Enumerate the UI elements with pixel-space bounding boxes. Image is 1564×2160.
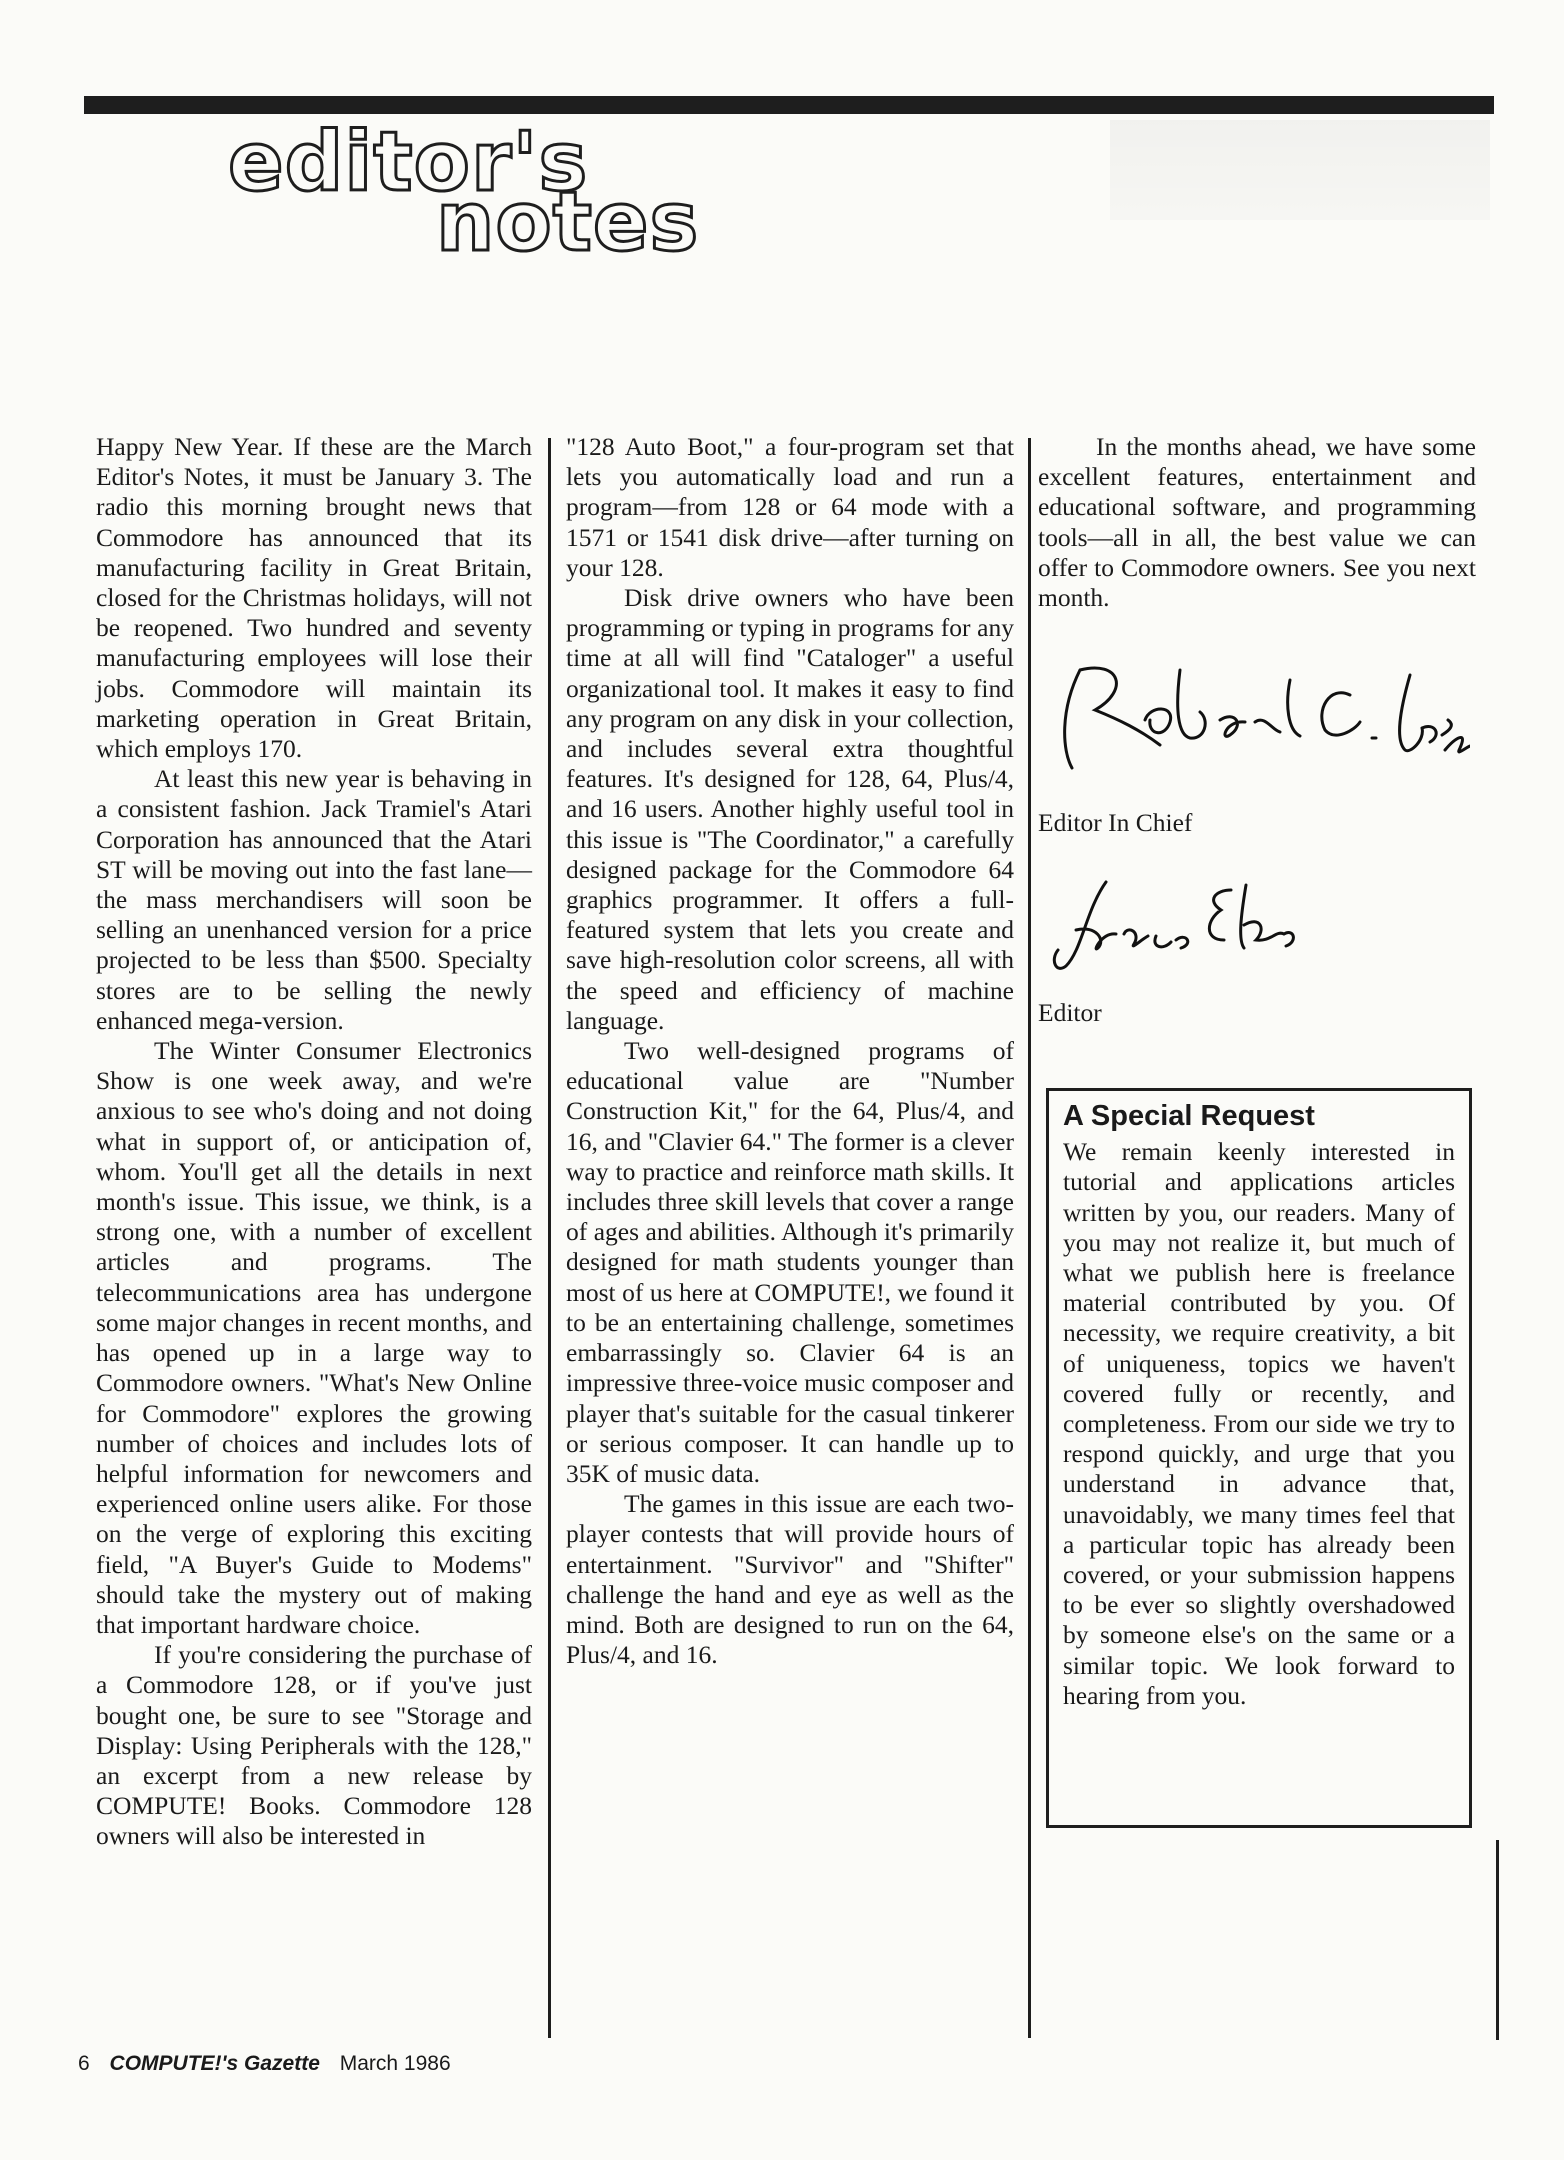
signature-editor-in-chief: [1050, 650, 1470, 780]
paragraph: The games in this issue are each two-player contests that will provide hours of entertainment. "Survivor" and "Shifter" challenge the hand and eye as well as the mind. Both are designed to run on the 64, Plus/4, and 16.: [566, 1489, 1014, 1670]
bleed-through-shading: [1110, 120, 1490, 220]
magazine-name: COMPUTE!'s Gazette: [109, 2052, 320, 2075]
signature-role-editor: Editor: [1038, 998, 1102, 1027]
article-column-3: [1038, 432, 1476, 613]
paragraph: If you're considering the purchase of a Commodore 128, or if you've just bought one, be sure to see "Storage and Display: Using Peripherals with the 128," an excerpt from a new release by COMPUTE! Books. Commodore 128 owners will also be interested in: [96, 1640, 532, 1851]
special-request-body: We remain keenly interested in tutorial and applications articles written by you, our readers. Many of you may not realize it, but much of what we publish here is freelance material contributed by you. Of necessity, we require creativity, a bit of uniqueness, topics we haven't covered fully or recently, and completeness. From our side we try to respond quickly, and urge that you understand in advance that, unavoidably, we many times feel that a particular topic has already been covered, or your submission happens to be ever so slightly overshadowed by someone else's on the same or a similar topic. We look forward to hearing from you.: [1063, 1137, 1455, 1710]
special-request-box: [1046, 1088, 1472, 1828]
paragraph: Two well-designed programs of educational value are "Number Construction Kit," for the 64, Plus/4, and 16, and "Clavier 64." The former is a clever way to practice and reinforce math skills. It includes three skill levels that cover a range of ages and abilities. Although it's primarily designed for math students younger than most of us here at COMPUTE!, we found it to be an entertaining challenge, sometimes embarrassingly so. Clavier 64 is an impressive three-voice music composer and player that's suitable for the casual tinkerer or serious composer. It can handle up to 35K of music data.: [566, 1036, 1014, 1488]
signature-editor: [1046, 870, 1306, 980]
signature-role-chief: Editor In Chief: [1038, 808, 1193, 837]
page-footer: [78, 2052, 451, 2076]
paragraph: At least this new year is behaving in a consistent fashion. Jack Tramiel's Atari Corporation has announced that the Atari ST will be moving out into the fast lane—the mass merchandisers will soon be selling an unenhanced version for a price projected to be less than $500. Specialty stores are to be selling the newly enhanced mega-version.: [96, 764, 532, 1035]
paragraph: "128 Auto Boot," a four-program set that lets you automatically load and run a program—from 128 or 64 mode with a 1571 or 1541 disk drive—after turning on your 128.: [566, 432, 1014, 582]
paragraph: Happy New Year. If these are the March Editor's Notes, it must be January 3. The radio this morning brought news that Commodore has announced that its manufacturing facility in Great Britain, closed for the Christmas holidays, will not be reopened. Two hundred and seventy manufacturing employees will lose their jobs. Commodore will maintain its marketing operation in Great Britain, which employs 170.: [96, 432, 532, 764]
title-editors: editor's: [228, 115, 589, 210]
article-column-2: [566, 432, 1014, 1670]
page-number: 6: [78, 2052, 90, 2075]
column-divider-1: [548, 438, 551, 2038]
paragraph: The Winter Consumer Electronics Show is one week away, and we're anxious to see who's doing and not doing what in support of, or anticipation of, whom. You'll get all the details in next month's issue. This issue, we think, is a strong one, with a number of excellent articles and programs. The telecommunications area has undergone some major changes in recent months, and has opened up in a large way to Commodore owners. "What's New Online for Commodore" explores the growing number of choices and includes lots of helpful information for newcomers and experienced online users alike. For those on the verge of exploring this exciting field, "A Buyer's Guide to Modems" should take the mystery out of making that important hardware choice.: [96, 1036, 532, 1639]
paragraph: Disk drive owners who have been programming or typing in programs for any time at all will find "Cataloger" a useful organizational tool. It makes it easy to find any program on any disk in your collection, and includes several extra thoughtful features. It's designed for 128, 64, Plus/4, and 16 users. Another highly useful tool in this issue is "The Coordinator," a carefully designed package for the Commodore 64 graphics programmer. It offers a full-featured system that lets you create and save high-resolution color screens, all with the speed and efficiency of machine language.: [566, 583, 1014, 1035]
right-edge-rule: [1496, 1840, 1499, 2040]
paragraph: In the months ahead, we have some excellent features, entertainment and educational software, and programming tools—all in all, the best value we can offer to Commodore owners. See you next month.: [1038, 432, 1476, 613]
title-notes: notes: [436, 175, 700, 270]
special-request-title: A Special Request: [1063, 1100, 1315, 1132]
header-rule: [84, 96, 1494, 114]
column-divider-2: [1028, 438, 1031, 2038]
article-column-1: [96, 432, 532, 1852]
issue-date: March 1986: [339, 2052, 451, 2075]
